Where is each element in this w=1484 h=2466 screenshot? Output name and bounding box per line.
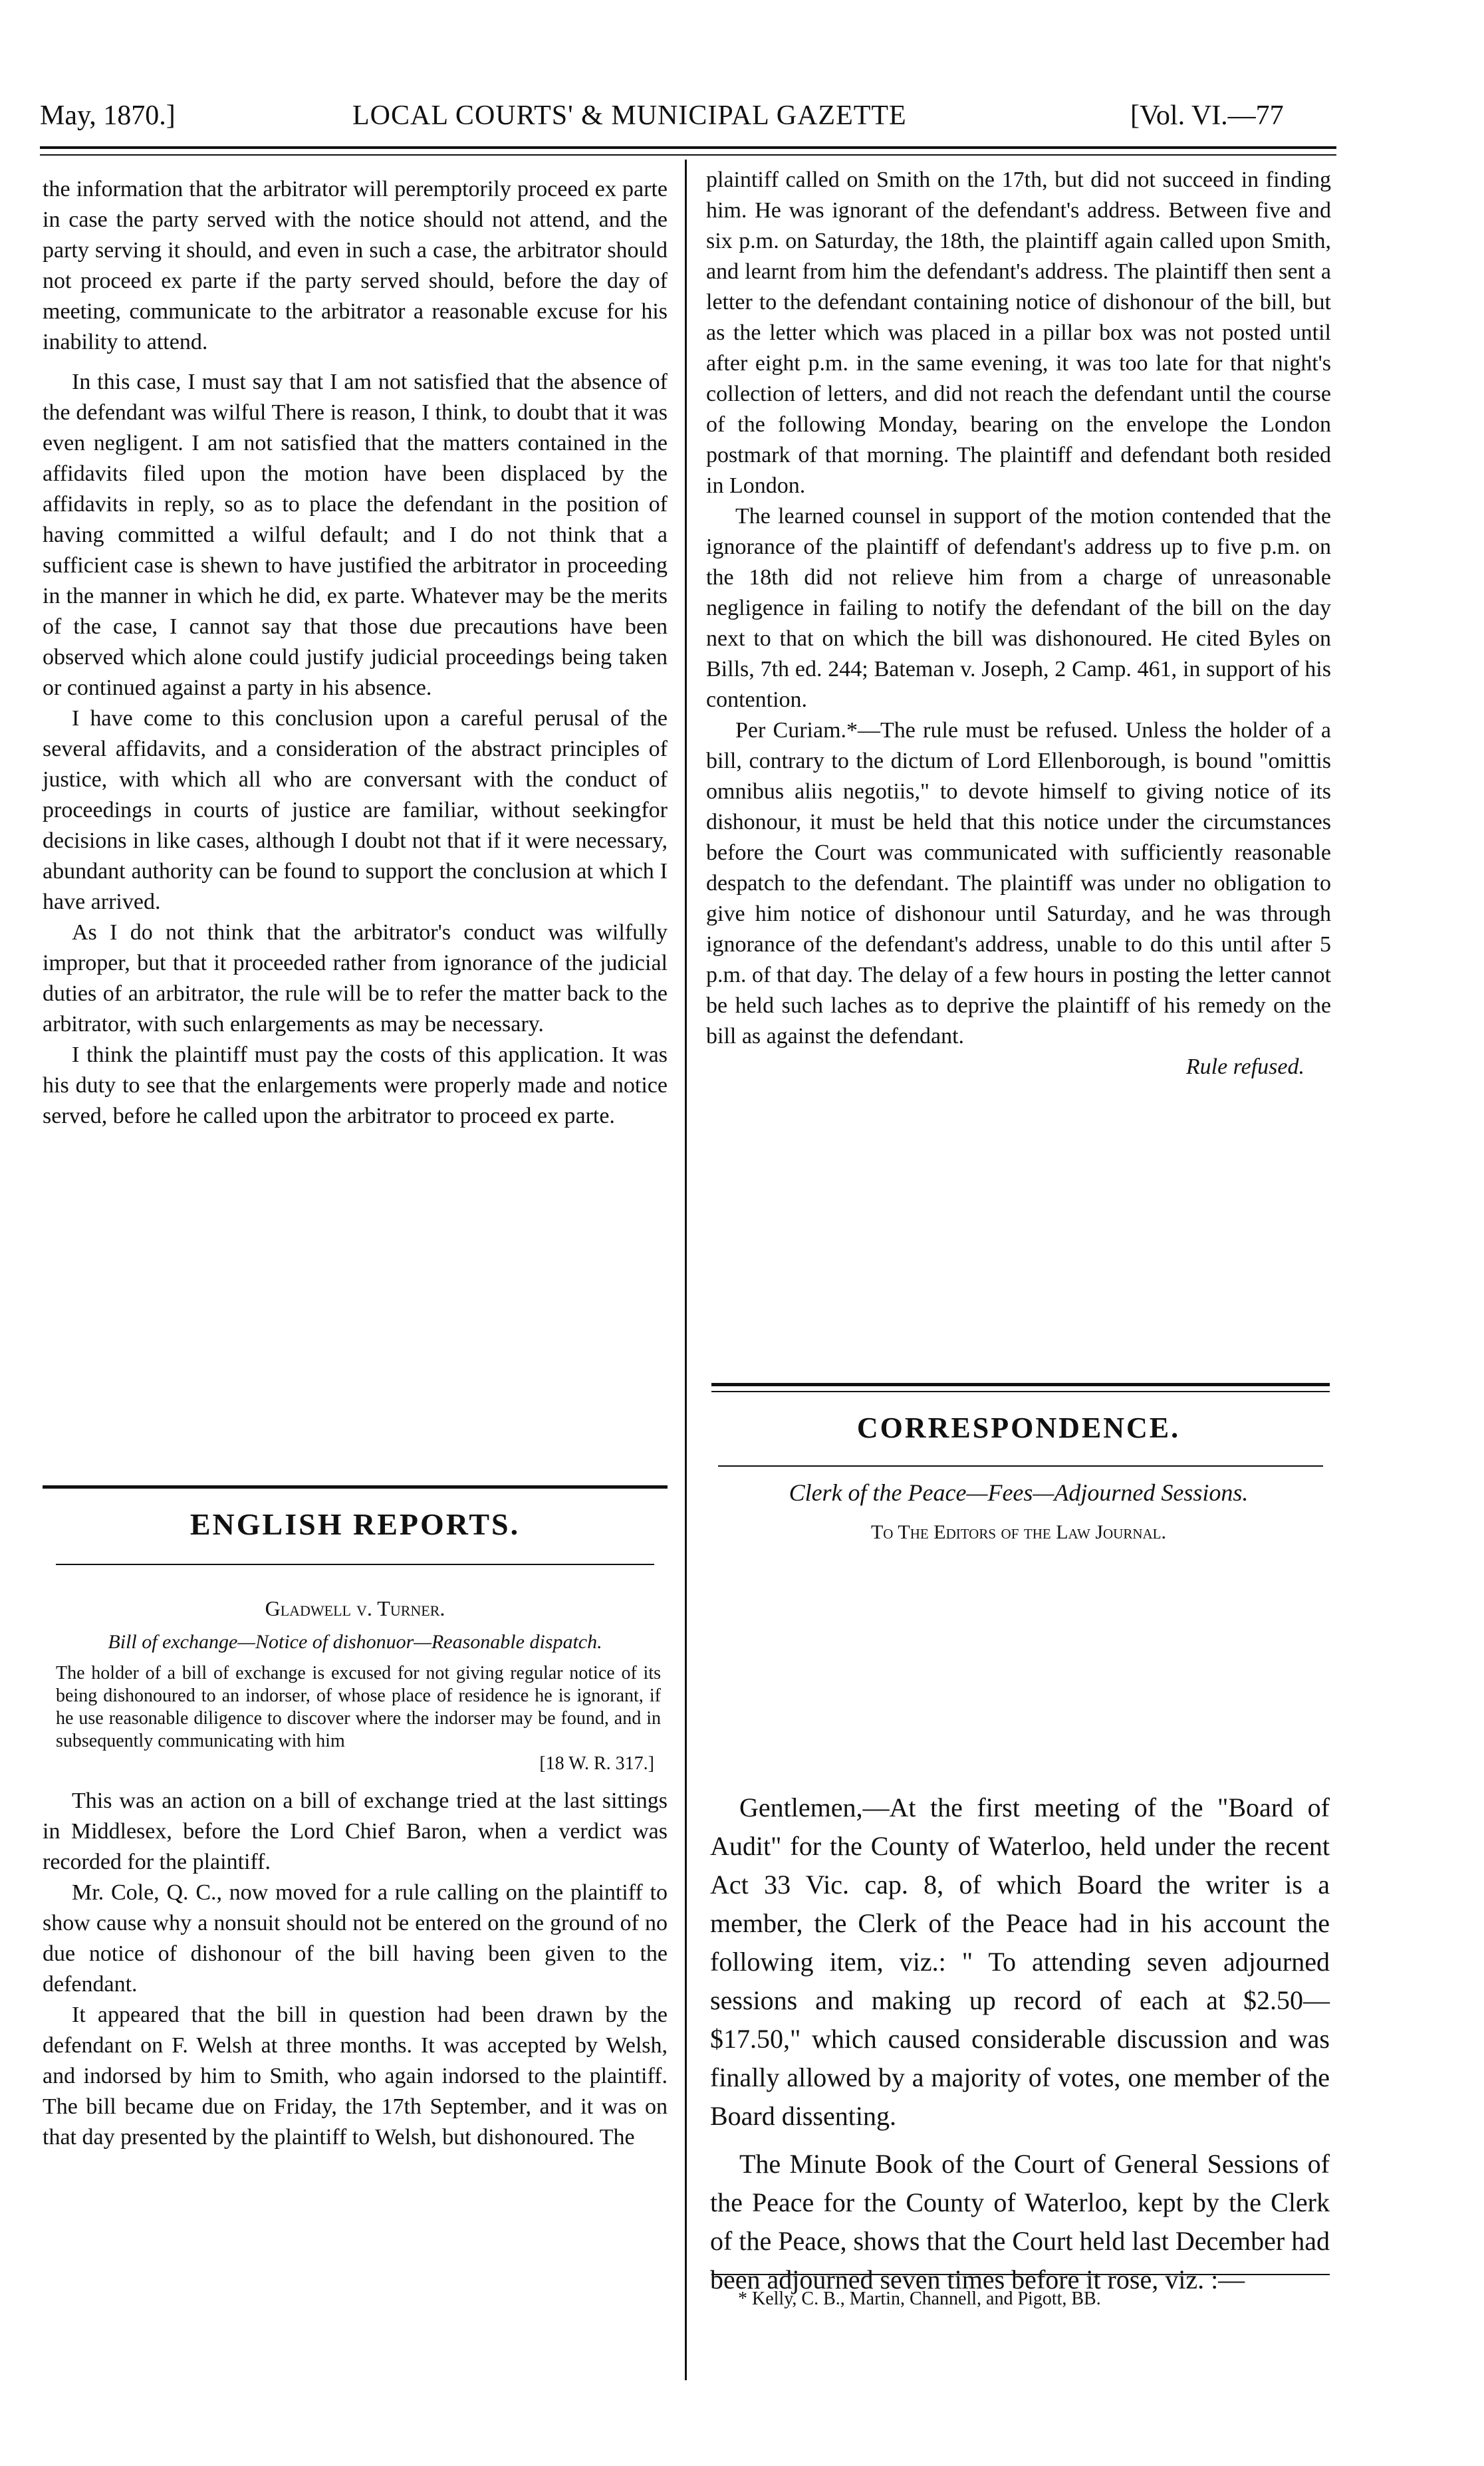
case-subtitle: Bill of exchange—Notice of dishonuor—Reasonable dispatch. <box>108 1631 602 1653</box>
correspondence-rule-thin <box>711 1391 1330 1392</box>
paragraph: The learned counsel in support of the motion contended that the ignorance of the plaintiff of defendant's address up to five p.m. on the 18th did not relieve him from a charge of unreasonable negligence in failing to notify the defendant of the bill on the day next to that on which the bill was dishonoured. He cited Byles on Bills, 7th ed. 244; Bateman v. Joseph, 2 Camp. 461, in support of his contention. <box>706 504 1331 712</box>
paragraph: plaintiff called on Smith on the 17th, but did not succeed in finding him. He was ignorant of the defendant's address. Between five and six p.m. on Saturday, the 18th, the plaintiff again called upon Smith, and learnt from him the defendant's address. The plaintiff then sent a letter to the defendant containing notice of dishonour of the bill, but as the letter which was placed in a pillar box was not posted until after eight p.m. in the same evening, it was too late for that night's collection of letters, and did not reach the defendant until the course of the following Monday, bearing on the envelope the London postmark of that morning. The plaintiff and defendant both resided in London. <box>706 168 1331 498</box>
correspondence-intro <box>706 1477 1331 1548</box>
case-title: Gladwell v. Turner. <box>265 1596 445 1620</box>
correspondence-addressee: To The Editors of the Law Journal. <box>870 1521 1167 1543</box>
english-reports-heading: ENGLISH REPORTS. <box>189 1507 521 1541</box>
correspondence-body <box>710 1788 1330 2299</box>
header-title: LOCAL COURTS' & MUNICIPAL GAZETTE <box>352 100 907 131</box>
paragraph: I have come to this conclusion upon a careful perusal of the several affidavits, and a consideration of the abstract principles of justice, with which all who are conversant with the conduct of proceedings in courts of justice are familiar, without seekingfor decisions in like cases, although I doubt not that if it were necessary, abundant authority can be found to support the conclusion at which I have arrived. <box>43 706 668 914</box>
column-divider <box>685 160 687 2380</box>
paragraph: The Minute Book of the Court of General Sessions of the Peace for the County of Waterloo, kept by the Clerk of the Peace, shows that the Court held last December had been adjourned seven times before it rose, viz. :— <box>710 2149 1330 2294</box>
section-rule-thick <box>43 1485 668 1489</box>
ruling: Rule refused. <box>1185 1054 1304 1079</box>
paragraph: Gentlemen,—At the first meeting of the "Board of Audit" for the County of Waterloo, held under the recent Act 33 Vic. cap. 8, of which Board the writer is a member, the Clerk of the Peace had in his account the following item, viz.: " To attending seven adjourned sessions and making up record of each at $2.50—$17.50," which caused considerable discussion and was finally allowed by a majority of votes, one member of the Board dissenting. <box>710 1792 1330 2131</box>
header-volume: [Vol. VI.—77 <box>1130 100 1284 131</box>
paragraph: As I do not think that the arbitrator's conduct was wilfully improper, but that it proceeded rather from ignorance of the judicial duties of an arbitrator, the rule will be to refer the matter back to the arbitrator, with such enlargements as may be necessary. <box>43 920 668 1037</box>
citation: [18 W. R. 317.] <box>539 1753 654 1774</box>
right-column-report <box>706 165 1331 1082</box>
correspondence-underline <box>718 1465 1323 1467</box>
correspondence-subject: Clerk of the Peace—Fees—Adjourned Sessions. <box>789 1479 1249 1506</box>
headnote: The holder of a bill of exchange is excused for not giving regular notice of its being dishonoured to an indorser, of whose place of residence he is ignorant, if he use reasonable diligence to discover where the indorser may be found, and in subsequently communicating with him <box>56 1663 661 1751</box>
header-rule-thick <box>40 146 1336 149</box>
paragraph: This was an action on a bill of exchange tried at the last sittings in Middlesex, before the Lord Chief Baron, when a verdict was recorded for the plaintiff. <box>43 1788 668 1874</box>
paragraph: the information that the arbitrator will peremptorily proceed ex parte in case the party served with the notice should not attend, and the party serving it should, and even in such a case, the arbitrator should not proceed ex parte if the party served should, before the day of meeting, communicate to the arbitrator a reasonable excuse for his inability to attend. <box>43 177 668 354</box>
paragraph: I think the plaintiff must pay the costs of this application. It was his duty to see that the enlargements were properly made and notice served, before he called upon the arbitrator to proceed ex parte. <box>43 1043 668 1128</box>
footnote-rule <box>711 2274 1330 2275</box>
paragraph: Mr. Cole, Q. C., now moved for a rule calling on the plaintiff to show cause why a nonsuit should not be entered on the ground of no due notice of dishonour of the bill having been given to the defendant. <box>43 1880 668 1997</box>
footnote-text: * Kelly, C. B., Martin, Channell, and Pigott, BB. <box>738 2288 1101 2309</box>
paragraph: It appeared that the bill in question had been drawn by the defendant on F. Welsh at three months. It was accepted by Welsh, and indorsed by him to Smith, who again indorsed to the plaintiff. The bill became due on Friday, the 17th September, and it was on that day presented by the plaintiff to Welsh, but dishonoured. The <box>43 2003 668 2150</box>
paragraph: Per Curiam.*—The rule must be refused. Unless the holder of a bill, contrary to the dictum of Lord Ellenborough, is bound "omittis omnibus aliis negotiis," to devote himself to giving notice of its dishonour, it must be held that this notice under the circumstances before the Court was communicated with sufficiently reasonable despatch to the defendant. The plaintiff was under no obligation to give him notice of dishonour until Saturday, and he was through ignorance of the defendant's address, unable to do this until after 5 p.m. of that day. The delay of a few hours in posting the letter cannot be held such laches as to deprive the plaintiff of his remedy on the bill as against the defendant. <box>706 718 1331 1048</box>
footnote <box>738 2287 1323 2311</box>
left-column-judgment <box>43 174 668 1132</box>
english-reports-case <box>43 1593 668 2153</box>
running-header <box>40 100 1370 140</box>
header-date: May, 1870.] <box>40 100 176 131</box>
correspondence-rule-thick <box>711 1383 1330 1386</box>
correspondence-heading: CORRESPONDENCE. <box>856 1412 1181 1444</box>
header-rule-thin <box>40 154 1336 156</box>
section-rule-thin <box>56 1564 654 1565</box>
paragraph: In this case, I must say that I am not satisfied that the absence of the defendant was wilful There is reason, I think, to doubt that it was even negligent. I am not satisfied that the matters contained in the affidavits filed upon the motion have been displaced by the affidavits in reply, so as to place the defendant in the position of having committed a wilful default; and I do not think that a sufficient case is shewn to have justified the arbitrator in proceeding in the manner in which he did, ex parte. Whatever may be the merits of the case, I cannot say that those due precautions have been observed which alone could justify judicial proceedings being taken or continued against a party in his absence. <box>43 370 668 700</box>
